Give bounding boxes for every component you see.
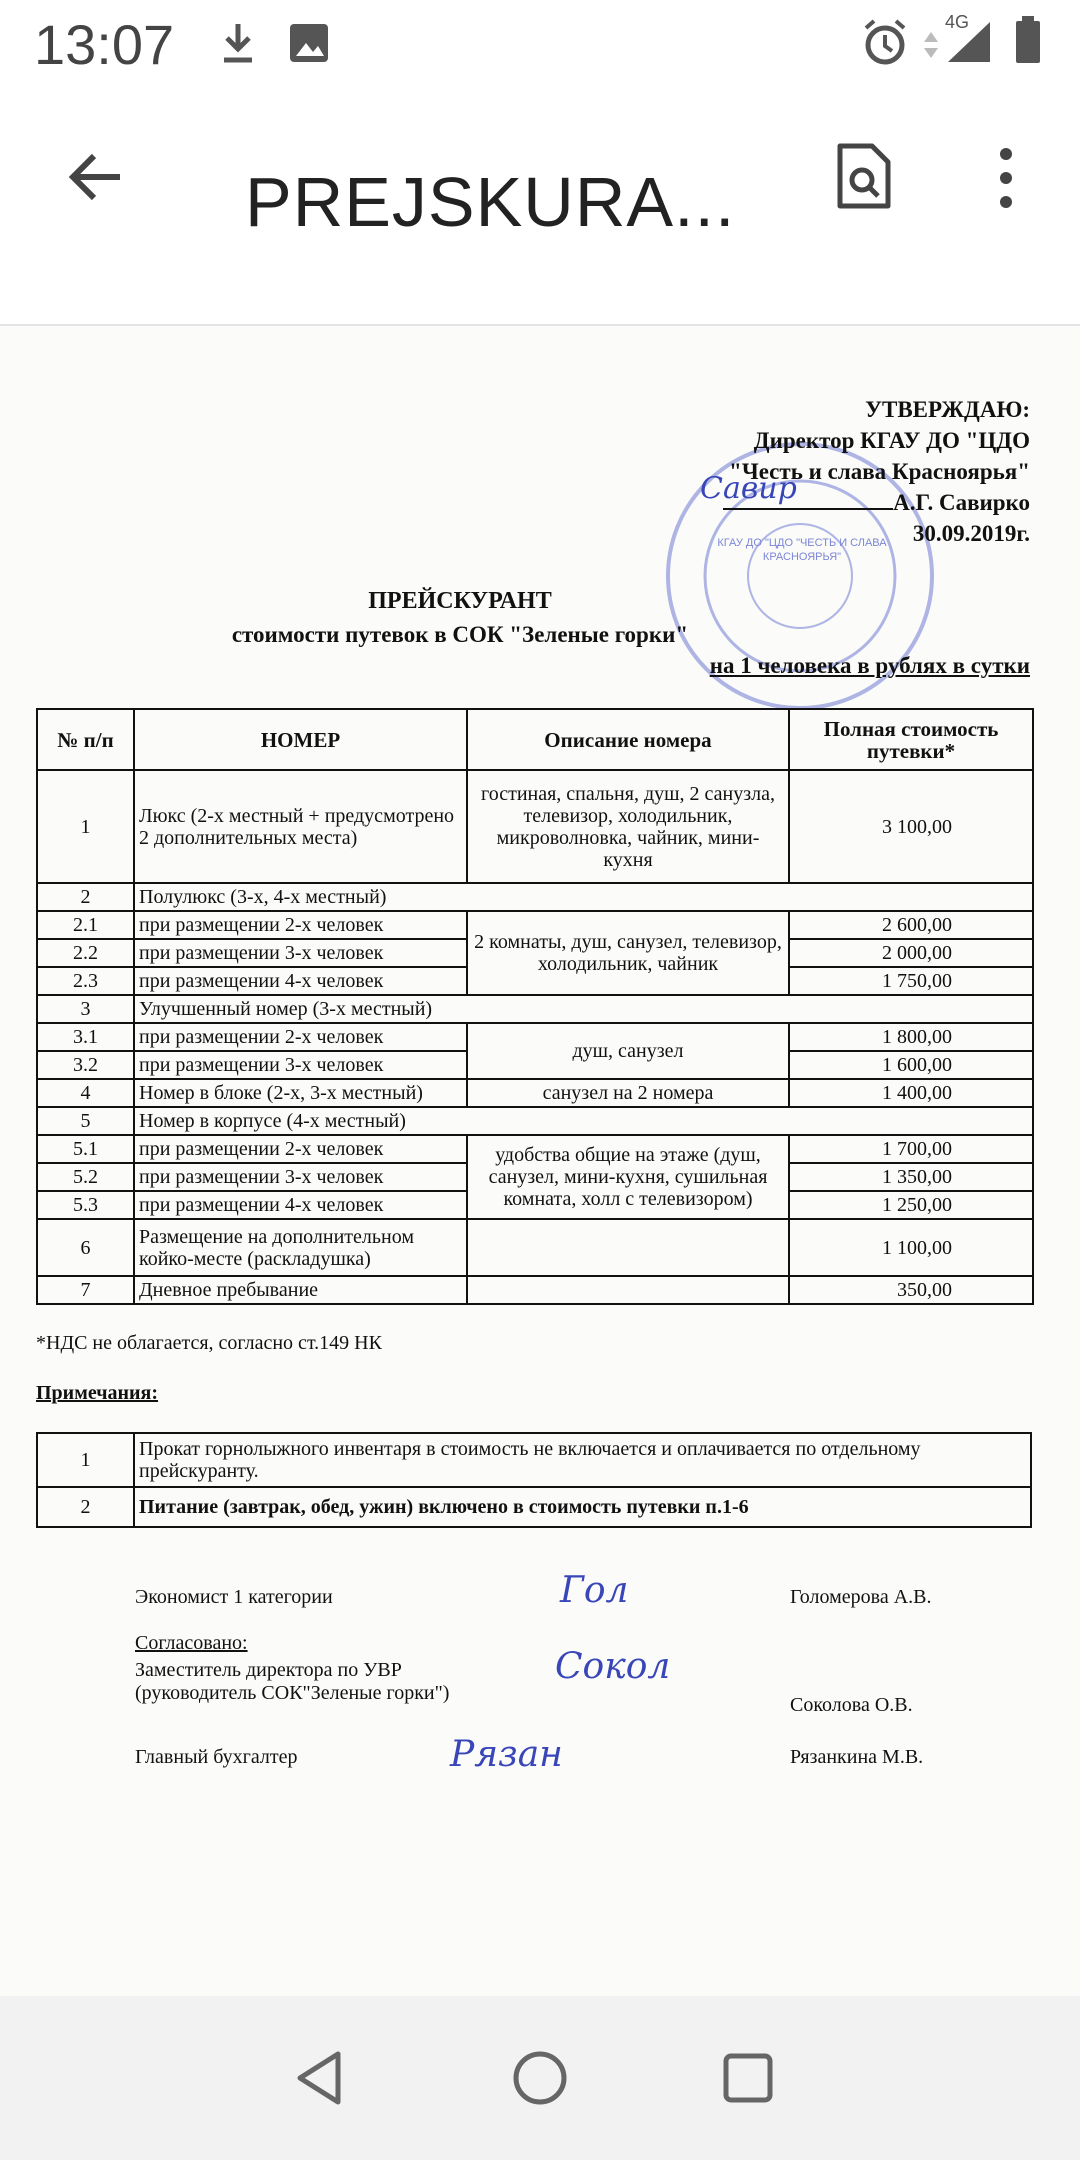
- battery-icon: [1014, 16, 1042, 64]
- table-cell: при размещении 2-х человек: [134, 1135, 467, 1163]
- table-cell: 350,00: [789, 1276, 1033, 1304]
- document-page: [0, 326, 1080, 1996]
- table-header-row: [37, 709, 1033, 770]
- economist-name: Голомерова А.В.: [790, 1586, 932, 1608]
- table-cell: санузел на 2 номера: [467, 1079, 789, 1107]
- unit-note: на 1 человека в рублях в сутки: [709, 653, 1030, 678]
- table-cell: Номер в корпусе (4-х местный): [134, 1107, 1033, 1135]
- vat-note: *НДС не облагается, согласно ст.149 НК: [36, 1332, 382, 1354]
- table-cell: 2 000,00: [789, 939, 1033, 967]
- table-row: [37, 1135, 1033, 1163]
- table-cell: при размещении 3-х человек: [134, 939, 467, 967]
- clock: 13:07: [34, 13, 175, 76]
- table-row: [37, 1079, 1033, 1107]
- image-icon: [288, 22, 330, 64]
- status-bar: [0, 0, 1080, 90]
- table-row: [37, 1107, 1033, 1135]
- table-cell: Размещение на дополнительном койко-месте (раскладушка): [134, 1219, 467, 1276]
- subheading: стоимости путевок в СОК "Зеленые горки": [231, 622, 689, 647]
- column-header: НОМЕР: [134, 709, 467, 770]
- table-cell: 1 400,00: [789, 1079, 1033, 1107]
- table-cell: 2: [37, 1487, 134, 1527]
- table-cell: Заместитель директора по УВР: [135, 1659, 402, 1681]
- table-cell: 1 250,00: [789, 1191, 1033, 1219]
- economist-role: Экономист 1 категории: [135, 1586, 333, 1608]
- table-row: [37, 1219, 1033, 1276]
- navigation-bar: [0, 1996, 1080, 2160]
- table-cell: 3 100,00: [789, 770, 1033, 883]
- table-cell: душ, санузел: [467, 1023, 789, 1079]
- document-search-icon[interactable]: [834, 142, 894, 210]
- table-cell: 2: [37, 883, 134, 911]
- table-cell: Дневное пребывание: [134, 1276, 467, 1304]
- table-cell: 1: [37, 770, 134, 883]
- table-cell: удобства общие на этаже (душ, санузел, мини-кухня, сушильная комната, холл с телевизором): [467, 1135, 789, 1219]
- table-cell: Полулюкс (3-х, 4-х местный): [134, 883, 1033, 911]
- table-cell: 5: [37, 1107, 134, 1135]
- stamp-text: КГАУ ДО "ЦДО "ЧЕСТЬ И СЛАВА КРАСНОЯРЬЯ": [717, 537, 887, 563]
- deputy-name: Соколова О.В.: [790, 1694, 913, 1716]
- note-row: [37, 1433, 1031, 1487]
- table-row: [37, 1023, 1033, 1051]
- approval-line: "Честь и слава Красноярья": [729, 459, 1030, 484]
- table-cell: 4: [37, 1079, 134, 1107]
- table-row: [37, 995, 1033, 1023]
- more-options-icon[interactable]: [994, 146, 1018, 210]
- table-cell: 7: [37, 1276, 134, 1304]
- notes-table: [36, 1432, 1032, 1528]
- data-arrows-icon: [922, 30, 940, 60]
- table-cell: 3.1: [37, 1023, 134, 1051]
- table-cell: 2.2: [37, 939, 134, 967]
- notes-title: Примечания:: [36, 1382, 159, 1404]
- economist-signature: Гол: [560, 1570, 629, 1611]
- table-row: [37, 911, 1033, 939]
- table-cell: 3.2: [37, 1051, 134, 1079]
- heading: ПРЕЙСКУРАНТ: [368, 588, 552, 614]
- table-cell: Номер в блоке (2-х, 3-х местный): [134, 1079, 467, 1107]
- table-cell: Люкс (2-х местный + предусмотрено 2 дополнительных места): [134, 770, 467, 883]
- table-cell: 6: [37, 1219, 134, 1276]
- table-cell: Улучшенный номер (3-х местный): [134, 995, 1033, 1023]
- table-cell: 1 800,00: [789, 1023, 1033, 1051]
- table-cell: при размещении 2-х человек: [134, 911, 467, 939]
- approval-line: УТВЕРЖДАЮ:: [865, 397, 1030, 422]
- column-header: № п/п: [37, 709, 134, 770]
- table-cell: Прокат горнолыжного инвентаря в стоимость не включается и оплачивается по отдельному прейскуранту.: [134, 1433, 1031, 1487]
- table-row: [37, 1276, 1033, 1304]
- director-signature: Савир: [700, 471, 797, 506]
- accountant-signature: Рязан: [450, 1734, 563, 1775]
- column-header: Описание номера: [467, 709, 789, 770]
- back-nav-icon[interactable]: [294, 2050, 344, 2106]
- table-cell: 5.3: [37, 1191, 134, 1219]
- deputy-signature: Сокол: [555, 1646, 671, 1687]
- table-cell: 2.3: [37, 967, 134, 995]
- table-row: [37, 883, 1033, 911]
- table-cell: 1 750,00: [789, 967, 1033, 995]
- table-cell: (руководитель СОК"Зеленые горки"): [135, 1682, 450, 1704]
- table-cell: Питание (завтрак, обед, ужин) включено в стоимость путевки п.1-6: [134, 1487, 1031, 1527]
- back-arrow-icon[interactable]: [66, 150, 126, 204]
- recents-nav-icon[interactable]: [722, 2052, 774, 2104]
- column-header: Полная стоимость путевки*: [789, 709, 1033, 770]
- note-row: [37, 1487, 1031, 1527]
- table-cell: 5.2: [37, 1163, 134, 1191]
- signal-icon: [946, 20, 992, 64]
- app-bar: [0, 90, 1080, 326]
- table-cell: при размещении 2-х человек: [134, 1023, 467, 1051]
- table-cell: 1 100,00: [789, 1219, 1033, 1276]
- table-cell: 5.1: [37, 1135, 134, 1163]
- table-cell: 2 комнаты, душ, санузел, телевизор, холодильник, чайник: [467, 911, 789, 995]
- accountant-role: Главный бухгалтер: [135, 1746, 298, 1768]
- price-table: [36, 708, 1034, 1305]
- home-nav-icon[interactable]: [512, 2050, 568, 2106]
- table-row: [37, 770, 1033, 883]
- table-cell: при размещении 4-х человек: [134, 967, 467, 995]
- table-cell: 1: [37, 1433, 134, 1487]
- approval-line: 30.09.2019г.: [912, 521, 1030, 546]
- table-cell: гостиная, спальня, душ, 2 санузла, телевизор, холодильник, микроволновка, чайник, мини-кухня: [467, 770, 789, 883]
- table-cell: 1 700,00: [789, 1135, 1033, 1163]
- table-cell: 2.1: [37, 911, 134, 939]
- document-title: PREJSKURA...: [245, 163, 736, 241]
- table-cell: 3: [37, 995, 134, 1023]
- agreed-label: Согласовано:: [135, 1632, 248, 1654]
- table-cell: при размещении 4-х человек: [134, 1191, 467, 1219]
- network-type: 4G: [945, 12, 970, 32]
- table-cell: при размещении 3-х человек: [134, 1163, 467, 1191]
- table-cell: при размещении 3-х человек: [134, 1051, 467, 1079]
- download-icon: [218, 22, 258, 66]
- deputy-role: [135, 1659, 449, 1705]
- approval-line: Директор КГАУ ДО "ЦДО: [753, 428, 1030, 453]
- alarm-icon: [862, 18, 908, 66]
- table-cell: 1 600,00: [789, 1051, 1033, 1079]
- table-cell: 1 350,00: [789, 1163, 1033, 1191]
- table-cell: А.Г. Савирко: [893, 490, 1030, 515]
- accountant-name: Рязанкина М.В.: [790, 1746, 924, 1768]
- table-cell: 2 600,00: [789, 911, 1033, 939]
